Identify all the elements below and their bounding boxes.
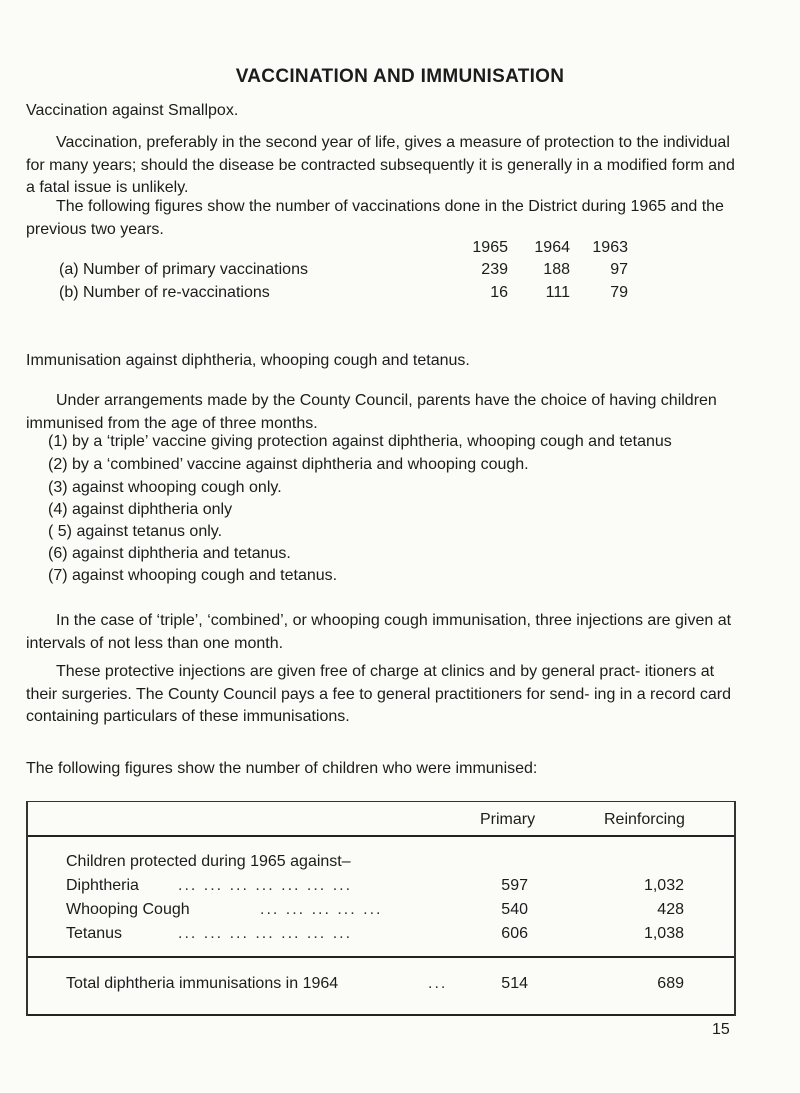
year-header: 1965 (472, 239, 508, 256)
dot-leader: ... ... ... ... ... (260, 901, 383, 918)
table-group-label: Children protected during 1965 against– (66, 853, 351, 870)
column-header-reinforcing: Reinforcing (604, 811, 685, 828)
page-title: VACCINATION AND IMMUNISATION (235, 66, 565, 87)
smallpox-paragraph: Vaccination, preferably in the second year of life, gives a measure of protection to the individual for many years; should the disease be contracted subsequently it is generally in a modified form and a fatal issue is unlikely. (26, 134, 735, 196)
dot-leader: ... ... ... ... ... ... ... (178, 877, 353, 894)
option-item: (3) against whooping cough only. (48, 479, 282, 496)
year-header: 1964 (534, 239, 570, 256)
option-item: ( 5) against tetanus only. (48, 523, 223, 540)
total-primary: 514 (501, 975, 528, 992)
table-header-rule (26, 835, 736, 837)
immunisation-heading: Immunisation against diphtheria, whooping cough and tetanus. (26, 352, 470, 369)
table-border-bottom (26, 1014, 736, 1016)
dot-leader: ... (428, 975, 448, 992)
table-row-label: Tetanus (66, 925, 123, 942)
vaccination-value: 111 (545, 284, 570, 301)
vaccination-value: 188 (543, 261, 570, 278)
smallpox-heading: Vaccination against Smallpox. (26, 102, 239, 119)
vaccination-row-label: (b) Number of re-vaccinations (59, 284, 270, 301)
table-cell-primary: 606 (501, 925, 528, 942)
vaccination-value: 16 (490, 284, 508, 301)
table-border-top (26, 801, 736, 802)
free-injections-paragraph: These protective injections are given free of charge at clinics and by general pract- itioners at their surgeries. The County Council pays a fee to general practitioners for send- ing in a record card containing particulars of these immunisations. (26, 663, 731, 725)
vaccination-value: 97 (610, 261, 628, 278)
option-item: (1) by a ‘triple’ vaccine giving protection against diphtheria, whooping cough and tetanus (48, 433, 672, 450)
option-item: (4) against diphtheria only (48, 501, 233, 518)
option-item: (6) against diphtheria and tetanus. (48, 545, 291, 562)
table-row-label: Diphtheria (66, 877, 139, 894)
table-total-rule (26, 956, 736, 958)
table-cell-reinforcing: 428 (657, 901, 684, 918)
dot-leader: ... ... ... ... ... ... ... (178, 925, 353, 942)
page-number: 15 (712, 1021, 730, 1038)
vaccination-figures-paragraph: The following figures show the number of vaccinations done in the District during 1965 and the previous two years. (26, 198, 724, 238)
table-border-left (26, 801, 28, 1016)
year-header: 1963 (592, 239, 628, 256)
table-cell-primary: 540 (501, 901, 528, 918)
table-cell-reinforcing: 1,032 (643, 877, 684, 894)
table-border-right (734, 801, 736, 1016)
case-paragraph: In the case of ‘triple’, ‘combined’, or whooping cough immunisation, three injections are given at intervals of not less than one month. (26, 612, 732, 652)
option-item: (7) against whooping cough and tetanus. (48, 567, 338, 584)
vaccination-row-label: (a) Number of primary vaccinations (59, 261, 308, 278)
immunised-figures-paragraph: The following figures show the number of children who were immunised: (26, 760, 538, 777)
total-reinforcing: 689 (657, 975, 684, 992)
table-row-label: Whooping Cough (66, 901, 190, 918)
vaccination-value: 239 (481, 261, 508, 278)
immunisation-intro: Under arrangements made by the County Council, parents have the choice of having children immunised from the age of three months. (26, 392, 717, 432)
vaccination-value: 79 (610, 284, 628, 301)
table-cell-reinforcing: 1,038 (643, 925, 684, 942)
column-header-primary: Primary (480, 811, 536, 828)
option-item: (2) by a ‘combined’ vaccine against diphtheria and whooping cough. (48, 456, 529, 473)
total-label: Total diphtheria immunisations in 1964 (66, 975, 339, 992)
table-cell-primary: 597 (501, 877, 528, 894)
